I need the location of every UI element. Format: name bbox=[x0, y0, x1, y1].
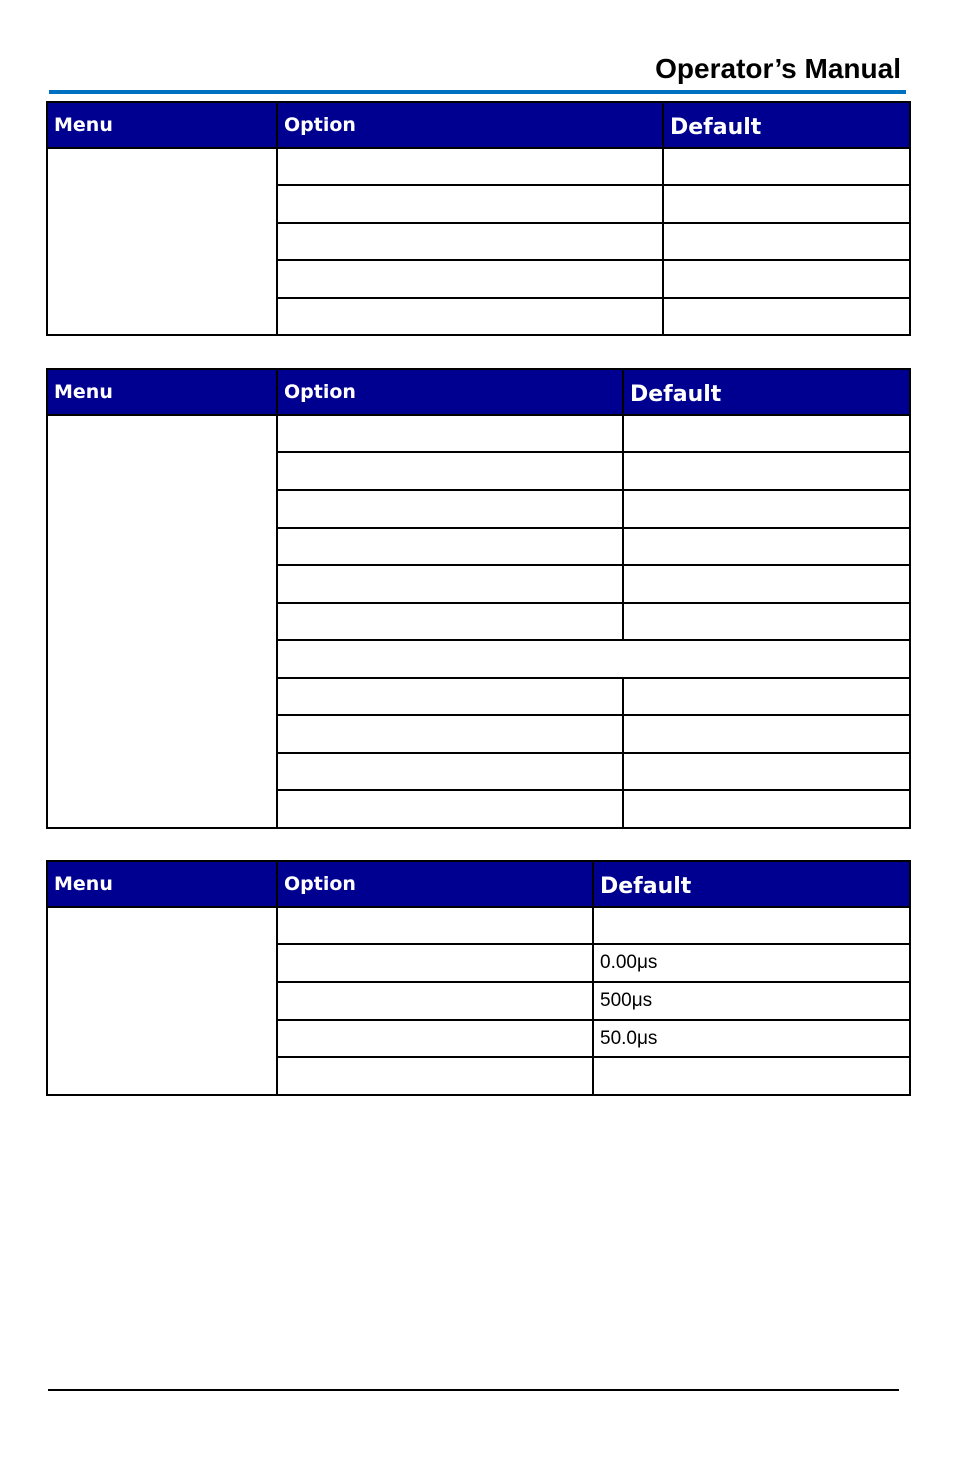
table-header-row bbox=[47, 861, 910, 907]
menu-cell bbox=[47, 148, 277, 335]
default-cell bbox=[593, 1057, 910, 1095]
default-cell bbox=[623, 790, 910, 828]
option-cell bbox=[277, 603, 623, 640]
option-cell bbox=[277, 185, 663, 223]
footer-rule bbox=[48, 1389, 899, 1391]
table-row bbox=[47, 907, 910, 944]
default-cell bbox=[663, 298, 910, 335]
option-cell bbox=[277, 790, 623, 828]
table-header-row bbox=[47, 369, 910, 415]
default-cell bbox=[623, 678, 910, 715]
default-cell bbox=[623, 415, 910, 452]
table-row bbox=[47, 148, 910, 185]
default-column-header: Default bbox=[593, 861, 910, 907]
option-cell bbox=[277, 715, 623, 753]
default-cell: 500μs bbox=[593, 982, 910, 1020]
option-cell bbox=[277, 944, 593, 982]
option-cell bbox=[277, 490, 623, 528]
table-row bbox=[47, 415, 910, 452]
option-cell bbox=[277, 1057, 593, 1095]
default-cell bbox=[663, 148, 910, 185]
option-cell bbox=[277, 982, 593, 1020]
default-cell: 0.00μs bbox=[593, 944, 910, 982]
menu-column-header: Menu bbox=[47, 102, 277, 148]
settings-table-3 bbox=[46, 860, 911, 1096]
option-cell bbox=[277, 1020, 593, 1057]
default-cell bbox=[623, 715, 910, 753]
default-cell bbox=[663, 185, 910, 223]
default-cell bbox=[623, 603, 910, 640]
menu-cell bbox=[47, 907, 277, 1095]
option-cell bbox=[277, 678, 623, 715]
option-cell bbox=[277, 223, 663, 260]
default-column-header: Default bbox=[663, 102, 910, 148]
default-cell bbox=[593, 907, 910, 944]
option-cell bbox=[277, 565, 623, 603]
menu-column-header: Menu bbox=[47, 369, 277, 415]
option-column-header: Option bbox=[277, 369, 623, 415]
menu-column-header: Menu bbox=[47, 861, 277, 907]
option-cell bbox=[277, 148, 663, 185]
option-column-header: Option bbox=[277, 102, 663, 148]
option-cell bbox=[277, 907, 593, 944]
default-cell bbox=[623, 753, 910, 790]
option-cell bbox=[277, 528, 623, 565]
option-cell bbox=[277, 753, 623, 790]
table-header-row bbox=[47, 102, 910, 148]
merged-section-cell bbox=[277, 640, 910, 678]
default-cell bbox=[663, 223, 910, 260]
settings-table-2 bbox=[46, 368, 911, 829]
option-cell bbox=[277, 415, 623, 452]
settings-table-1 bbox=[46, 101, 911, 336]
option-cell bbox=[277, 260, 663, 298]
title-rule bbox=[49, 90, 906, 94]
default-column-header: Default bbox=[623, 369, 910, 415]
menu-cell bbox=[47, 415, 277, 828]
default-cell: 50.0μs bbox=[593, 1020, 910, 1057]
option-cell bbox=[277, 452, 623, 490]
page-title: Operator’s Manual bbox=[655, 53, 901, 84]
option-cell bbox=[277, 298, 663, 335]
option-column-header: Option bbox=[277, 861, 593, 907]
default-cell bbox=[623, 528, 910, 565]
default-cell bbox=[623, 452, 910, 490]
default-cell bbox=[623, 490, 910, 528]
default-cell bbox=[663, 260, 910, 298]
default-cell bbox=[623, 565, 910, 603]
